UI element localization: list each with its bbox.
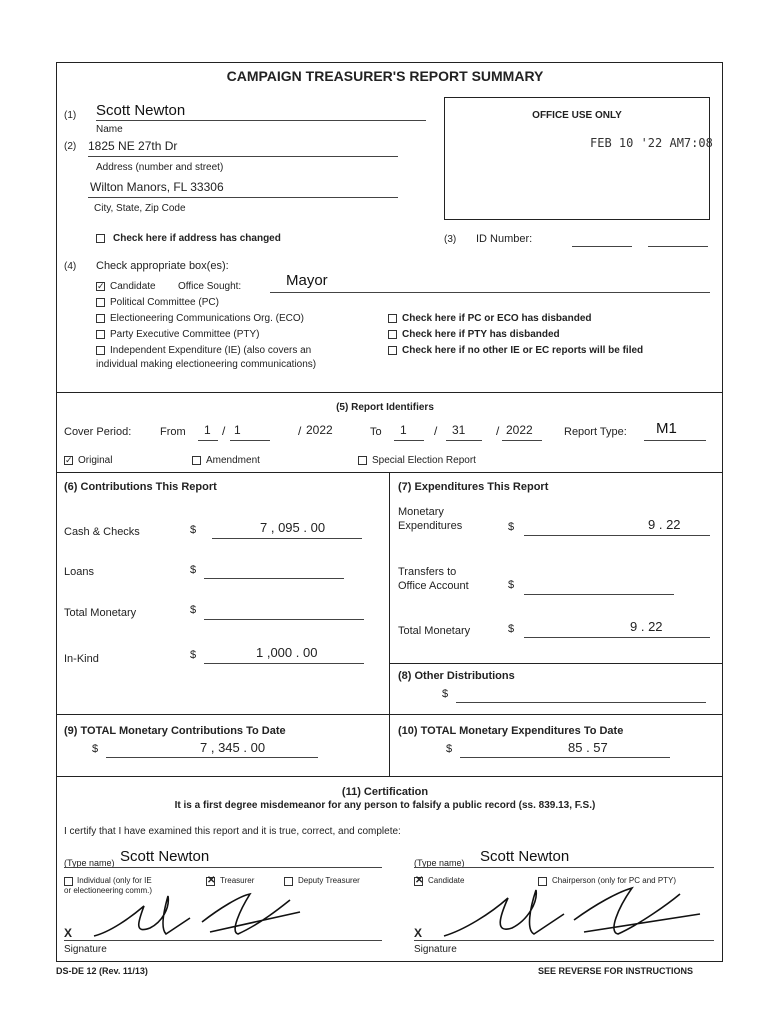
in-kind-label: In-Kind	[64, 653, 99, 665]
left-type-name-label: (Type name)	[64, 858, 115, 868]
pc-label: Political Committee (PC)	[110, 297, 219, 308]
candidate-checkbox[interactable]	[96, 282, 105, 291]
section-3-number: (3)	[444, 234, 457, 245]
amendment-label: Amendment	[206, 455, 260, 466]
expenditures-heading: (7) Expenditures This Report	[398, 481, 549, 493]
total-expenditures-heading: (10) TOTAL Monetary Expenditures To Date	[398, 725, 624, 737]
total-monetary-contrib-label: Total Monetary	[64, 607, 137, 619]
received-stamp: FEB 10 '22 AM7:08	[590, 136, 713, 150]
eco-label: Electioneering Communications Org. (ECO)	[110, 313, 304, 324]
city-underline	[88, 197, 398, 198]
monetary-exp-underline	[524, 535, 710, 536]
from-year: 2022	[306, 423, 333, 437]
left-signature-line	[64, 940, 382, 941]
pty-checkbox[interactable]	[96, 330, 105, 339]
transfers-label-1: Transfers to	[398, 566, 457, 578]
right-typed-name: Scott Newton	[480, 848, 570, 865]
divider-section-5	[56, 392, 723, 393]
ie-checkbox[interactable]	[96, 346, 105, 355]
id-underline-2	[648, 246, 708, 247]
total-contributions-value: 7 , 345 . 00	[200, 740, 266, 755]
report-type-line	[644, 440, 706, 441]
form-id: DS-DE 12 (Rev. 11/13)	[56, 966, 148, 976]
right-name-underline	[414, 867, 714, 868]
inkind-underline	[204, 663, 364, 664]
transfers-dollar-sign: $	[508, 579, 515, 591]
from-label: From	[160, 426, 186, 438]
office-use-label: OFFICE USE ONLY	[532, 110, 622, 121]
to-month-line	[394, 440, 424, 441]
id-number-label: ID Number:	[476, 233, 533, 245]
total-exp-date-underline	[460, 757, 670, 758]
monetary-exp-dollar-sign: $	[508, 521, 515, 533]
address-underline	[88, 156, 398, 157]
certify-statement: I certify that I have examined this report and it is true, correct, and complete:	[64, 826, 401, 837]
column-divider-6-7	[389, 472, 390, 714]
monetary-exp-label-1: Monetary	[398, 506, 444, 518]
deputy-treasurer-label: Deputy Treasurer	[298, 876, 360, 885]
to-year: 2022	[506, 423, 533, 437]
loans-label: Loans	[64, 566, 94, 578]
pc-disbanded-label: Check here if PC or ECO has disbanded	[402, 313, 592, 324]
right-type-name-label: (Type name)	[414, 858, 465, 868]
section-2-number: (2)	[64, 141, 77, 152]
office-sought-value: Mayor	[286, 272, 328, 289]
total-monetary-exp-label: Total Monetary	[398, 625, 471, 637]
no-other-ie-label: Check here if no other IE or EC reports will be filed	[402, 345, 644, 356]
office-sought-label: Office Sought:	[178, 281, 242, 292]
report-identifiers-heading: (5) Report Identifiers	[336, 402, 434, 413]
monetary-exp-label-2: Expenditures	[398, 520, 463, 532]
address-changed-checkbox[interactable]	[96, 234, 105, 243]
cash-checks-label: Cash & Checks	[64, 526, 140, 538]
name-underline	[96, 120, 426, 121]
ie-label-line2: individual making electioneering communications)	[96, 359, 317, 370]
right-signature	[440, 884, 710, 944]
pty-disbanded-label: Check here if PTY has disbanded	[402, 329, 560, 340]
deputy-treasurer-checkbox[interactable]	[284, 877, 293, 886]
monetary-exp-value: 9 . 22	[648, 517, 681, 532]
address-changed-label: Check here if address has changed	[113, 233, 281, 244]
left-signature-label: Signature	[64, 944, 107, 955]
from-day: 1	[234, 423, 241, 437]
report-type-value: M1	[656, 420, 677, 437]
transfers-label-2: Office Account	[398, 580, 469, 592]
cover-period-label: Cover Period:	[64, 426, 132, 438]
address-label: Address (number and street)	[96, 162, 224, 173]
certification-warning: It is a first degree misdemeanor for any person to falsify a public record (ss. 839.13, F.S.)	[174, 800, 596, 811]
to-year-line	[502, 440, 542, 441]
ie-label-line1: Independent Expenditure (IE) (also covers an	[110, 345, 312, 356]
from-sep-2: /	[298, 424, 302, 438]
cash-underline	[212, 538, 362, 539]
form-title: CAMPAIGN TREASURER'S REPORT SUMMARY	[226, 68, 544, 84]
other-dist-underline	[456, 702, 706, 703]
to-sep-1: /	[434, 424, 438, 438]
pc-checkbox[interactable]	[96, 298, 105, 307]
certification-heading: (11) Certification	[341, 786, 429, 798]
individual-label-2: or electioneering comm.)	[64, 886, 153, 895]
pc-disbanded-checkbox[interactable]	[388, 314, 397, 323]
right-x-mark: X	[414, 926, 423, 940]
candidate-sign-label: Candidate	[428, 876, 465, 885]
total-contrib-date-dollar-sign: $	[92, 743, 99, 755]
loans-dollar-sign: $	[190, 564, 197, 576]
id-underline-1	[572, 246, 632, 247]
total-contrib-date-underline	[106, 757, 318, 758]
cash-dollar-sign: $	[190, 524, 197, 536]
section-4-number: (4)	[64, 261, 77, 272]
check-boxes-label: Check appropriate box(es):	[96, 260, 229, 272]
no-other-ie-checkbox[interactable]	[388, 346, 397, 355]
left-name-underline	[64, 867, 382, 868]
original-label: Original	[78, 455, 113, 466]
candidate-address: 1825 NE 27th Dr	[88, 139, 178, 153]
to-day: 31	[452, 423, 466, 437]
section-1-number: (1)	[64, 110, 77, 121]
cash-checks-value: 7 , 095 . 00	[260, 520, 326, 535]
total-contrib-dollar-sign: $	[190, 604, 197, 616]
candidate-city: Wilton Manors, FL 33306	[90, 180, 224, 194]
left-signature	[90, 888, 310, 944]
total-exp-underline	[524, 637, 710, 638]
from-day-line	[230, 440, 270, 441]
candidate-name: Scott Newton	[96, 102, 186, 119]
original-checkbox[interactable]	[64, 456, 73, 465]
name-label: Name	[96, 124, 123, 135]
to-day-line	[446, 440, 482, 441]
special-election-checkbox[interactable]	[358, 456, 367, 465]
loans-underline	[204, 578, 344, 579]
candidate-sign-checkbox[interactable]	[414, 877, 423, 886]
pty-label: Party Executive Committee (PTY)	[110, 329, 260, 340]
other-distributions-heading: (8) Other Distributions	[398, 670, 515, 682]
other-dist-dollar-sign: $	[442, 688, 449, 700]
contributions-heading: (6) Contributions This Report	[64, 481, 217, 493]
column-divider-9-10	[389, 714, 390, 776]
total-contrib-underline	[204, 619, 364, 620]
amendment-checkbox[interactable]	[192, 456, 201, 465]
left-x-mark: X	[64, 926, 73, 940]
report-type-label: Report Type:	[564, 426, 627, 438]
total-expenditures-value: 85 . 57	[568, 740, 608, 755]
total-contributions-heading: (9) TOTAL Monetary Contributions To Date	[64, 725, 286, 737]
divider-section-8	[389, 663, 723, 664]
instructions-note: SEE REVERSE FOR INSTRUCTIONS	[538, 966, 694, 976]
from-month-line	[198, 440, 218, 441]
total-exp-dollar-sign: $	[508, 623, 515, 635]
divider-section-11	[56, 776, 723, 777]
in-kind-value: 1 ,000 . 00	[256, 645, 318, 660]
inkind-dollar-sign: $	[190, 649, 197, 661]
individual-label-1: Individual (only for IE	[77, 876, 152, 885]
to-sep-2: /	[496, 424, 500, 438]
individual-checkbox[interactable]	[64, 877, 73, 886]
chairperson-label: Chairperson (only for PC and PTY)	[552, 876, 677, 885]
right-signature-label: Signature	[414, 944, 457, 955]
to-label: To	[370, 426, 382, 438]
total-exp-date-dollar-sign: $	[446, 743, 453, 755]
from-month: 1	[204, 423, 211, 437]
eco-checkbox[interactable]	[96, 314, 105, 323]
right-signature-line	[414, 940, 714, 941]
office-sought-underline	[270, 292, 710, 293]
treasurer-checkbox[interactable]	[206, 877, 215, 886]
from-sep-1: /	[222, 424, 226, 438]
transfers-underline	[524, 594, 674, 595]
city-label: City, State, Zip Code	[94, 203, 186, 214]
pty-disbanded-checkbox[interactable]	[388, 330, 397, 339]
total-monetary-exp-value: 9 . 22	[630, 619, 663, 634]
special-election-label: Special Election Report	[372, 455, 476, 466]
candidate-type-label: Candidate	[110, 281, 156, 292]
left-typed-name: Scott Newton	[120, 848, 210, 865]
to-month: 1	[400, 423, 407, 437]
treasurer-label: Treasurer	[220, 876, 255, 885]
